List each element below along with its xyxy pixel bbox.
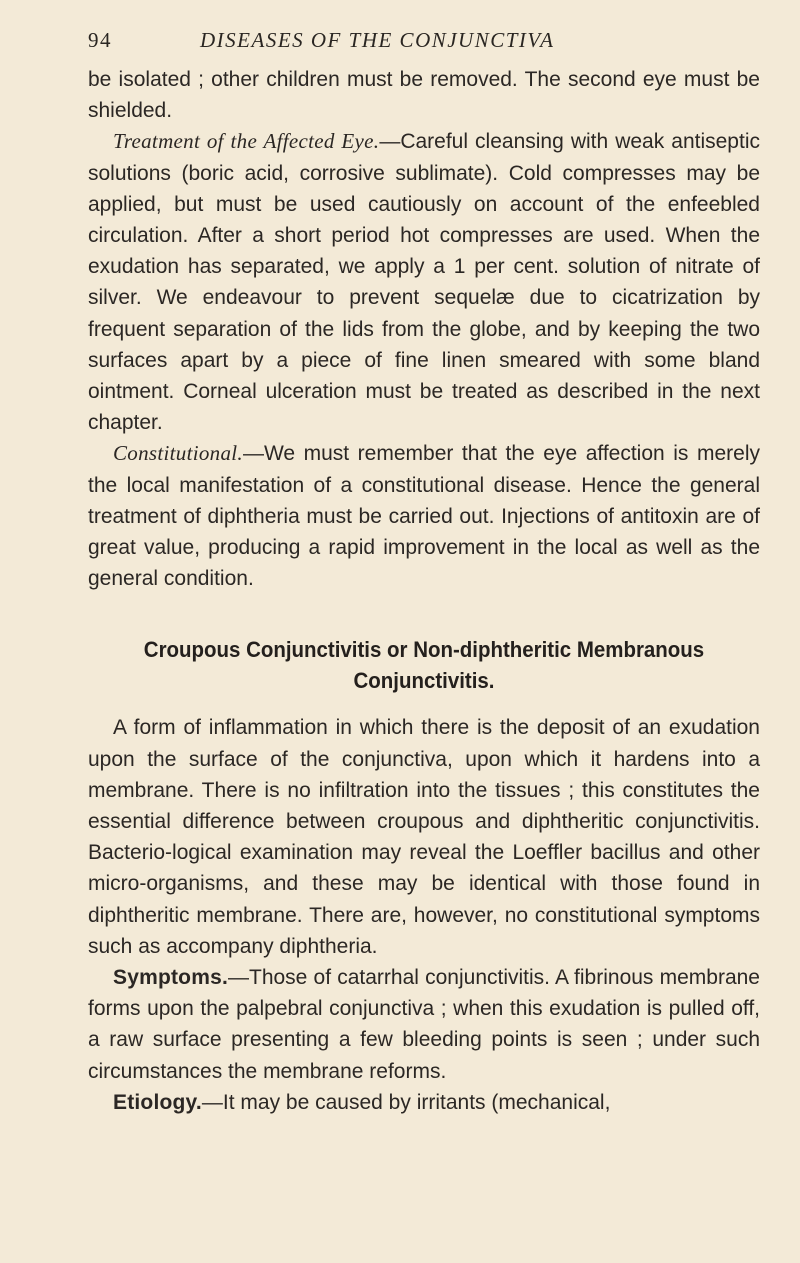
paragraph-run-head: Etiology. bbox=[113, 1090, 202, 1114]
paragraph-etiology bbox=[88, 1087, 760, 1118]
paragraph-definition: A form of inflammation in which there is the deposit of an exudation upon the surface of the conjunctiva, upon which it hardens into a membrane. There is no infiltration into the tissues ; this constitutes the essential difference between croupous and diphtheritic conjunctivitis. Bacterio-logical examination may reveal the Loeffler bacillus and other micro-organisms, and these may be identical with those found in diphtheritic membrane. There are, however, no constitutional symptoms such as accompany diphtheria. bbox=[88, 716, 760, 958]
paragraph-lead-in: Treatment of the Affected Eye. bbox=[113, 129, 380, 154]
paragraph-continuation: be isolated ; other children must be removed. The second eye must be shielded. bbox=[88, 68, 760, 123]
paragraph-run-head: Symptoms. bbox=[113, 966, 228, 990]
body-text bbox=[88, 64, 760, 1118]
paragraph-body: —It may be caused by irritants (mechanical, bbox=[201, 1090, 611, 1114]
section-title-line: Conjunctivitis. bbox=[353, 668, 495, 694]
paragraph-symptoms bbox=[88, 962, 760, 1087]
paragraph-lead-in: Constitutional. bbox=[113, 441, 243, 466]
section-title-line: Croupous Conjunctivitis or Non-diphtheritic Membranous bbox=[143, 637, 705, 663]
paragraph-body: —Those of catarrhal conjunctivitis. A fibrinous membrane forms upon the palpebral conjunctiva ; when this exudation is pulled off, a raw surface presenting a few bleeding points is seen ; under such circumstances the membrane reforms. bbox=[88, 966, 760, 1083]
paragraph-body: —Careful cleansing with weak antiseptic solutions (boric acid, corrosive sublimate). Cold compresses may be applied, but must be used cautiously on account of the enfeebled circulation. After a short period hot compresses are used. When the exudation has separated, we apply a 1 per cent. solution of nitrate of silver. We endeavour to prevent sequelæ due to cicatrization by frequent separation of the lids from the globe, and by keeping the two surfaces apart by a piece of fine linen smeared with some bland ointment. Corneal ulceration must be treated as described in the next chapter. bbox=[88, 130, 760, 435]
section-title bbox=[112, 634, 737, 696]
page-number: 94 bbox=[88, 28, 112, 52]
paragraph-constitutional bbox=[88, 438, 760, 594]
paragraph-treatment bbox=[88, 126, 760, 438]
paragraph-body: —We must remember that the eye affection is merely the local manifestation of a constitutional disease. Hence the general treatment of diphtheria must be carried out. Injections of antitoxin are of great value, producing a rapid improvement in the local as well as the general condition. bbox=[88, 442, 760, 591]
running-head bbox=[88, 28, 760, 64]
running-title: DISEASES OF THE CONJUNCTIVA bbox=[200, 28, 555, 52]
